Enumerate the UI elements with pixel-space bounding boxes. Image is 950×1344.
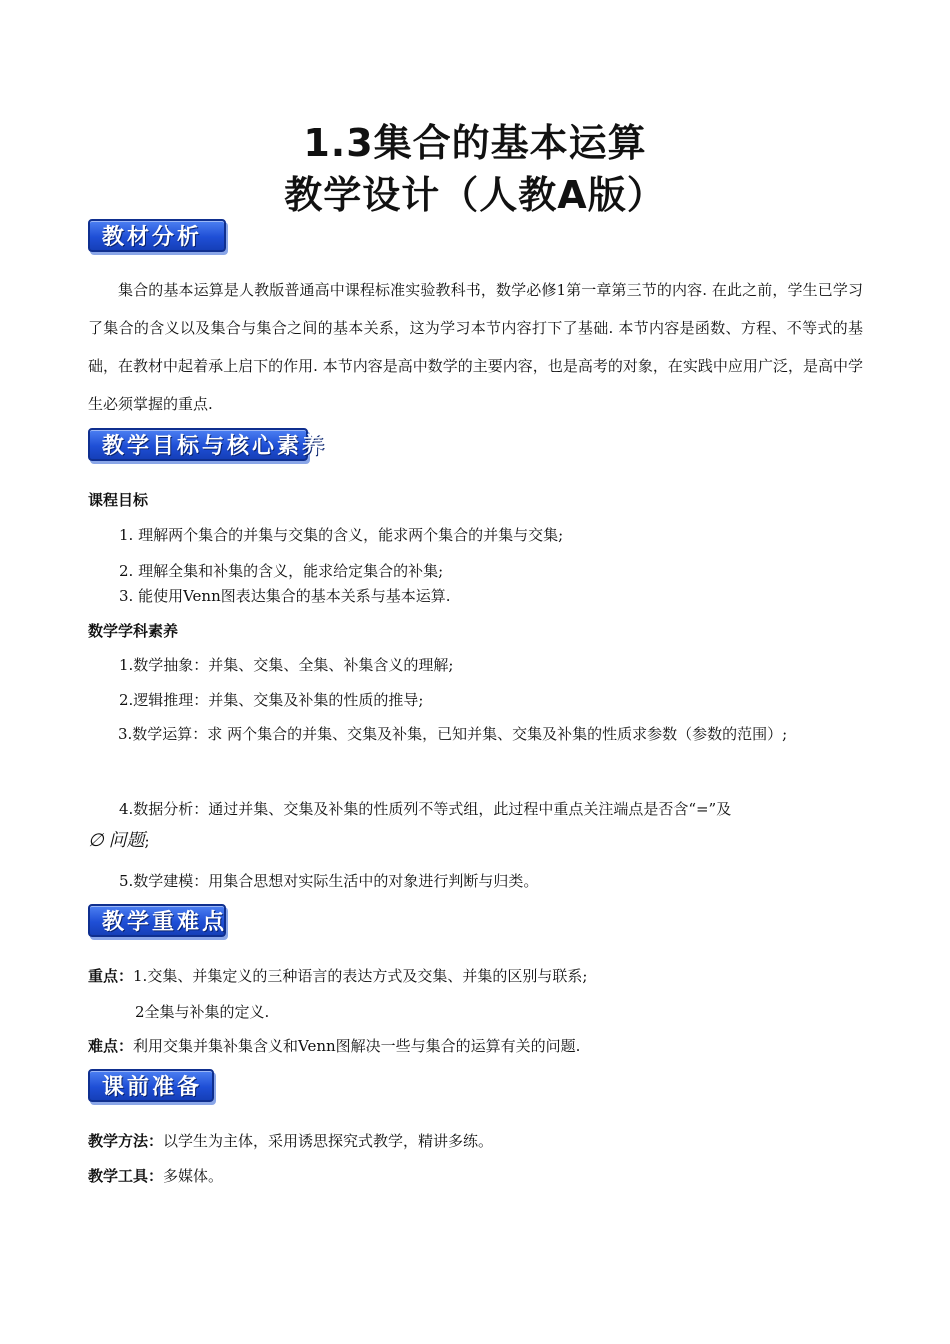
course-goal-item: 2. 理解全集和补集的含义，能求给定集合的补集;	[119, 562, 444, 580]
key-point-line-2: 2全集与补集的定义.	[135, 1003, 270, 1021]
literacy-item: 4.数据分析：通过并集、交集及补集的性质列不等式组，此过程中重点关注端点是否含“=”及	[119, 800, 732, 818]
section-badge-goals: 教学目标与核心素养	[88, 428, 308, 461]
course-goal-item: 3. 能使用Venn图表达集合的基本关系与基本运算.	[119, 587, 451, 605]
section-badge-prep: 课前准备	[88, 1069, 214, 1102]
literacy-item: 5.数学建模：用集合思想对实际生活中的对象进行判断与归类。	[119, 872, 539, 890]
page-title: 1.3集合的基本运算	[303, 121, 647, 165]
page-subtitle: 教学设计（人教A版）	[284, 173, 666, 217]
teaching-tools-line: 教学工具：多媒体。	[88, 1167, 224, 1185]
literacy-item-continuation: ∅ 问题;	[88, 830, 150, 851]
empty-set-symbol: ∅	[88, 830, 104, 851]
section-badge-keypoints: 教学重难点	[88, 904, 226, 937]
literacy-item: 1.数学抽象：并集、交集、全集、补集含义的理解;	[119, 656, 454, 674]
section-badge-analysis: 教材分析	[88, 219, 226, 252]
literacy-item: 2.逻辑推理：并集、交集及补集的性质的推导;	[119, 691, 424, 709]
key-point-line: 重点：1.交集、并集定义的三种语言的表达方式及交集、并集的区别与联系;	[88, 967, 588, 985]
literacy-heading: 数学学科素养	[88, 622, 179, 640]
course-goals-heading: 课程目标	[88, 491, 149, 509]
literacy-item: 3.数学运算：求 两个集合的并集、交集及补集，已知并集、交集及补集的性质求参数（参数的范围）;	[118, 725, 788, 743]
course-goal-item: 1. 理解两个集合的并集与交集的含义，能求两个集合的并集与交集;	[119, 526, 564, 544]
difficult-point-line: 难点：利用交集并集补集含义和Venn图解决一些与集合的运算有关的问题.	[88, 1037, 581, 1055]
teaching-method-line: 教学方法：以学生为主体，采用诱思探究式教学，精讲多练。	[88, 1132, 494, 1150]
analysis-paragraph: 集合的基本运算是人教版普通高中课程标准实验教科书，数学必修1第一章第三节的内容. 在此之前，学生已学习了集合的含义以及集合与集合之间的基本关系，这为学习本节内容打下了基础. 本节内容是函数、方程、不等式的基础，在教材中起着承上启下的作用. 本节内容是高中数学的主要内容，也是高考的对象，在实践中应用广泛，是高中学生必须掌握的重点.	[88, 281, 863, 413]
